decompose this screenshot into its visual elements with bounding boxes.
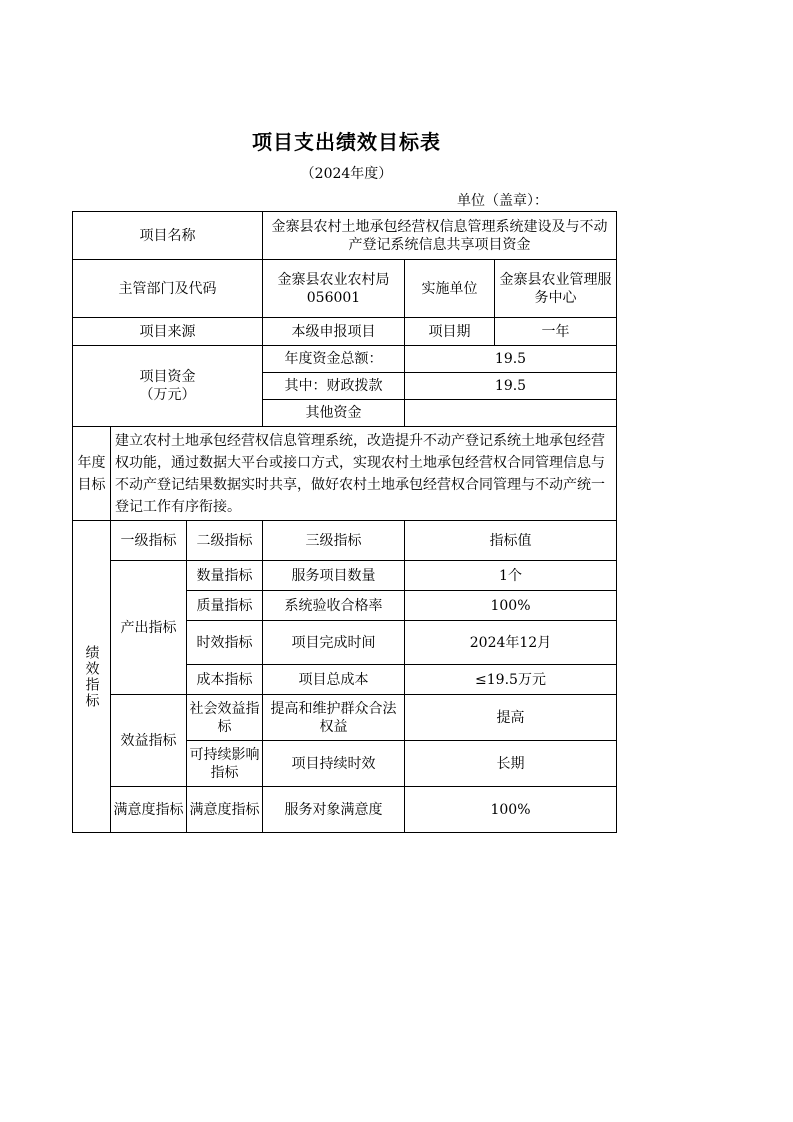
project-name-label: 项目名称 <box>73 212 263 260</box>
output-level2: 成本指标 <box>187 665 263 695</box>
satisfaction-value: 100% <box>405 787 617 833</box>
output-value: 1个 <box>405 561 617 591</box>
header-level1: 一级指标 <box>111 521 187 561</box>
project-source-value: 本级申报项目 <box>263 318 405 346</box>
output-level2: 质量指标 <box>187 591 263 621</box>
satisfaction-indicators-label: 满意度指标 <box>111 787 187 833</box>
performance-indicators-label: 绩效指标 <box>73 521 111 833</box>
output-level3: 项目总成本 <box>263 665 405 695</box>
project-funds-label-line1: 项目资金 <box>139 369 196 385</box>
project-funds-label <box>73 346 263 427</box>
benefit-value: 长期 <box>405 741 617 787</box>
output-value: 100% <box>405 591 617 621</box>
project-name-value: 金寨县农村土地承包经营权信息管理系统建设及与不动产登记系统信息共享项目资金 <box>263 212 617 260</box>
output-level3: 服务项目数量 <box>263 561 405 591</box>
header-level2: 二级指标 <box>187 521 263 561</box>
project-source-row <box>73 318 617 346</box>
department-value: 金寨县农业农村局056001 <box>263 260 405 318</box>
funds-fiscal-label: 其中：财政拨款 <box>263 373 405 400</box>
satisfaction-level2: 满意度指标 <box>187 787 263 833</box>
benefit-indicators-label: 效益指标 <box>111 695 187 787</box>
output-indicators-label: 产出指标 <box>111 561 187 695</box>
department-row <box>73 260 617 318</box>
project-name-row <box>73 212 617 260</box>
output-row-1 <box>73 561 617 591</box>
funds-other-label: 其他资金 <box>263 400 405 427</box>
output-level2: 数量指标 <box>187 561 263 591</box>
page-title: 项目支出绩效目标表 <box>252 130 441 154</box>
project-funds-label-line2: （万元） <box>139 387 196 403</box>
project-period-value: 一年 <box>495 318 617 346</box>
output-level2: 时效指标 <box>187 621 263 665</box>
funds-fiscal-value: 19.5 <box>405 373 617 400</box>
annual-target-label-line1: 年度 <box>77 454 106 471</box>
project-source-label: 项目来源 <box>73 318 263 346</box>
satisfaction-level3: 服务对象满意度 <box>263 787 405 833</box>
funds-total-row <box>73 346 617 373</box>
performance-target-table <box>72 211 617 833</box>
header-level3: 三级指标 <box>263 521 405 561</box>
year-subtitle: （2024年度） <box>300 166 393 182</box>
output-value: 2024年12月 <box>405 621 617 665</box>
benefit-level2: 可持续影响指标 <box>187 741 263 787</box>
header-value: 指标值 <box>405 521 617 561</box>
benefit-value: 提高 <box>405 695 617 741</box>
funds-total-label: 年度资金总额： <box>263 346 405 373</box>
project-period-label: 项目期 <box>405 318 495 346</box>
annual-target-text: 建立农村土地承包经营权信息管理系统，改造提升不动产登记系统土地承包经营权功能，通过数据大平台或接口方式，实现农村土地承包经营权合同管理信息与不动产登记结果数据实时共享，做好农村土地承包经营权合同管理与不动产统一登记工作有序衔接。 <box>111 427 617 521</box>
output-value: ≤19.5万元 <box>405 665 617 695</box>
benefit-level3: 提高和维护群众合法权益 <box>263 695 405 741</box>
output-level3: 项目完成时间 <box>263 621 405 665</box>
annual-target-label <box>73 427 111 521</box>
department-label: 主管部门及代码 <box>73 260 263 318</box>
annual-target-label-line2: 目标 <box>77 476 106 493</box>
satisfaction-row <box>73 787 617 833</box>
funds-other-value <box>405 400 617 427</box>
implementing-unit-value: 金寨县农业管理服务中心 <box>495 260 617 318</box>
output-level3: 系统验收合格率 <box>263 591 405 621</box>
funds-total-value: 19.5 <box>405 346 617 373</box>
unit-stamp-label: 单位（盖章）： <box>457 193 548 209</box>
annual-target-row <box>73 427 617 521</box>
benefit-level3: 项目持续时效 <box>263 741 405 787</box>
indicator-header-row <box>73 521 617 561</box>
implementing-unit-label: 实施单位 <box>405 260 495 318</box>
benefit-row-1 <box>73 695 617 741</box>
benefit-level2: 社会效益指标 <box>187 695 263 741</box>
